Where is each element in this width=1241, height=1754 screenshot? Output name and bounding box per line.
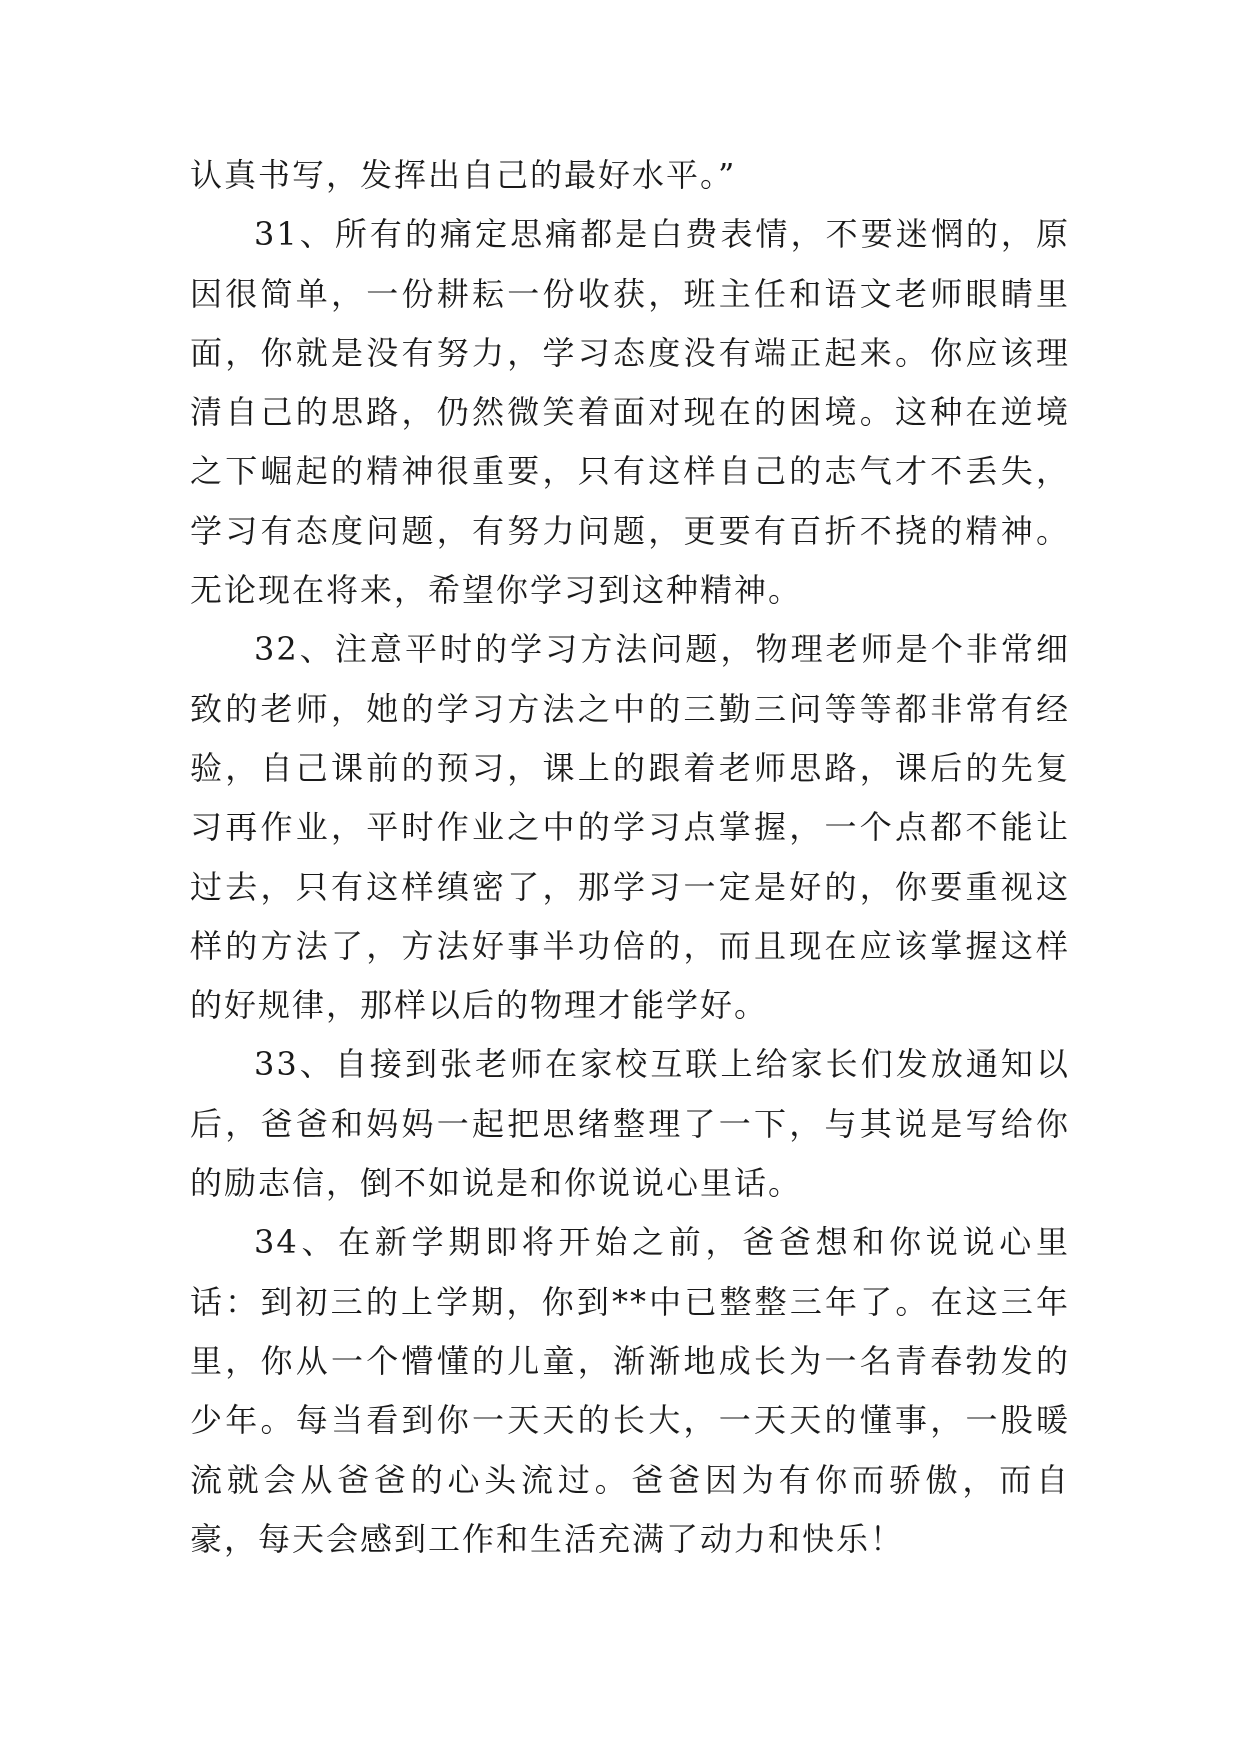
paragraph-32: 32、注意平时的学习方法问题，物理老师是个非常细致的老师，她的学习方法之中的三勤三问等等都非常有经验，自己课前的预习，课上的跟着老师思路，课后的先复习再作业，平时作业之中的学习点掌握，一个点都不能让过去，只有这样缜密了，那学习一定是好的，你要重视这样的方法了，方法好事半功倍的，而且现在应该掌握这样的好规律，那样以后的物理才能学好。 <box>190 630 1070 1025</box>
paragraph-34: 34、在新学期即将开始之前，爸爸想和你说说心里话：到初三的上学期，你到**中已整整三年了。在这三年里，你从一个懵懂的儿童，渐渐地成长为一名青春勃发的少年。每当看到你一天天的长大，一天天的懂事，一股暖流就会从爸爸的心头流过。爸爸因为有你而骄傲，而自豪，每天会感到工作和生活充满了动力和快乐！ <box>190 1223 1070 1558</box>
paragraph-continuation: 认真书写，发挥出自己的最好水平。” <box>190 156 737 194</box>
paragraph-33: 33、自接到张老师在家校互联上给家长们发放通知以后，爸爸和妈妈一起把思绪整理了一下，与其说是写给你的励志信，倒不如说是和你说说心里话。 <box>190 1045 1070 1203</box>
paragraph-31: 31、所有的痛定思痛都是白费表情，不要迷惘的，原因很简单，一份耕耘一份收获，班主任和语文老师眼睛里面，你就是没有努力，学习态度没有端正起来。你应该理清自己的思路，仍然微笑着面对现在的困境。这种在逆境之下崛起的精神很重要，只有这样自己的志气才不丢失，学习有态度问题，有努力问题，更要有百折不挠的精神。无论现在将来，希望你学习到这种精神。 <box>190 215 1070 610</box>
document-body <box>190 146 1070 1569</box>
